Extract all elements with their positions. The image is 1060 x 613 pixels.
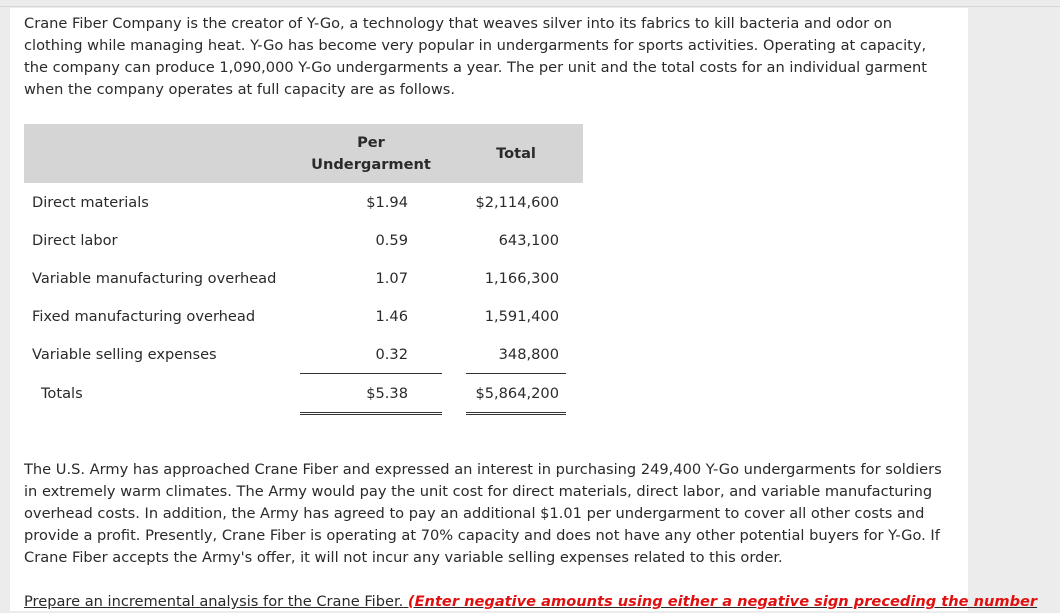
per-unit-value: 1.46 (375, 307, 408, 325)
row-label: Direct materials (32, 193, 149, 211)
table-row (24, 259, 583, 297)
row-label: Variable selling expenses (32, 345, 217, 363)
army-offer-paragraph: The U.S. Army has approached Crane Fiber and expressed an interest in purchasing 249,400 Y-Go undergarments for soldiers in extremely warm climates. The Army would pay the unit cost for direct materials, direct labor, and variable manufacturing overhead costs. In addition, the Army has agreed to pay an additional $1.01 per undergarment to cover all other costs and provide a profit. Presently, Crane Fiber is operating at 70% capacity and does not have any other potential buyers for Y-Go. If Crane Fiber accepts the Army's offer, it will not incur any variable selling expenses related to this order. (24, 461, 942, 566)
row-label: Variable manufacturing overhead (32, 269, 277, 287)
total-value: 643,100 (498, 231, 559, 249)
table-row (24, 335, 583, 374)
table-row (24, 221, 583, 259)
per-unit-value: $1.94 (366, 193, 408, 211)
table-row (24, 297, 583, 335)
per-unit-value: 1.07 (375, 269, 408, 287)
header-label-cell (24, 124, 300, 183)
totals-total: $5,864,200 (466, 374, 566, 414)
header-gap-cell (442, 124, 466, 183)
totals-row (24, 374, 583, 414)
totals-label: Totals (41, 385, 83, 402)
total-value: $2,114,600 (475, 193, 559, 211)
table-header-row (24, 124, 583, 183)
total-value: 1,591,400 (484, 307, 559, 325)
per-unit-value: 0.59 (375, 231, 408, 249)
instruction-line (24, 591, 1038, 613)
entry-instruction: (Enter negative amounts using either a negative sign preceding the number (407, 593, 1038, 610)
header-total: Total (466, 124, 566, 183)
total-value: 348,800 (466, 335, 566, 374)
per-unit-value: 0.32 (300, 335, 442, 374)
table-row (24, 183, 583, 221)
header-pad-cell (566, 124, 583, 183)
prompt-text: Prepare an incremental analysis for the Crane Fiber. (24, 593, 404, 610)
row-label: Fixed manufacturing overhead (32, 307, 256, 325)
header-per-undergarment: Per Undergarment (300, 124, 442, 183)
problem-panel (10, 8, 1038, 611)
totals-per-unit: $5.38 (300, 374, 442, 414)
top-divider (0, 6, 1060, 7)
row-label: Direct labor (32, 231, 118, 249)
cost-table (24, 124, 583, 415)
total-value: 1,166,300 (484, 269, 559, 287)
intro-paragraph: Crane Fiber Company is the creator of Y-Go, a technology that weaves silver into its fabrics to kill bacteria and odor on clothing while managing heat. Y-Go has become very popular in undergarments for sports activities. Operating at capacity, the company can produce 1,090,000 Y-Go undergarments a year. The per unit and the total costs for an individual garment when the company operates at full capacity are as follows. (24, 15, 927, 98)
